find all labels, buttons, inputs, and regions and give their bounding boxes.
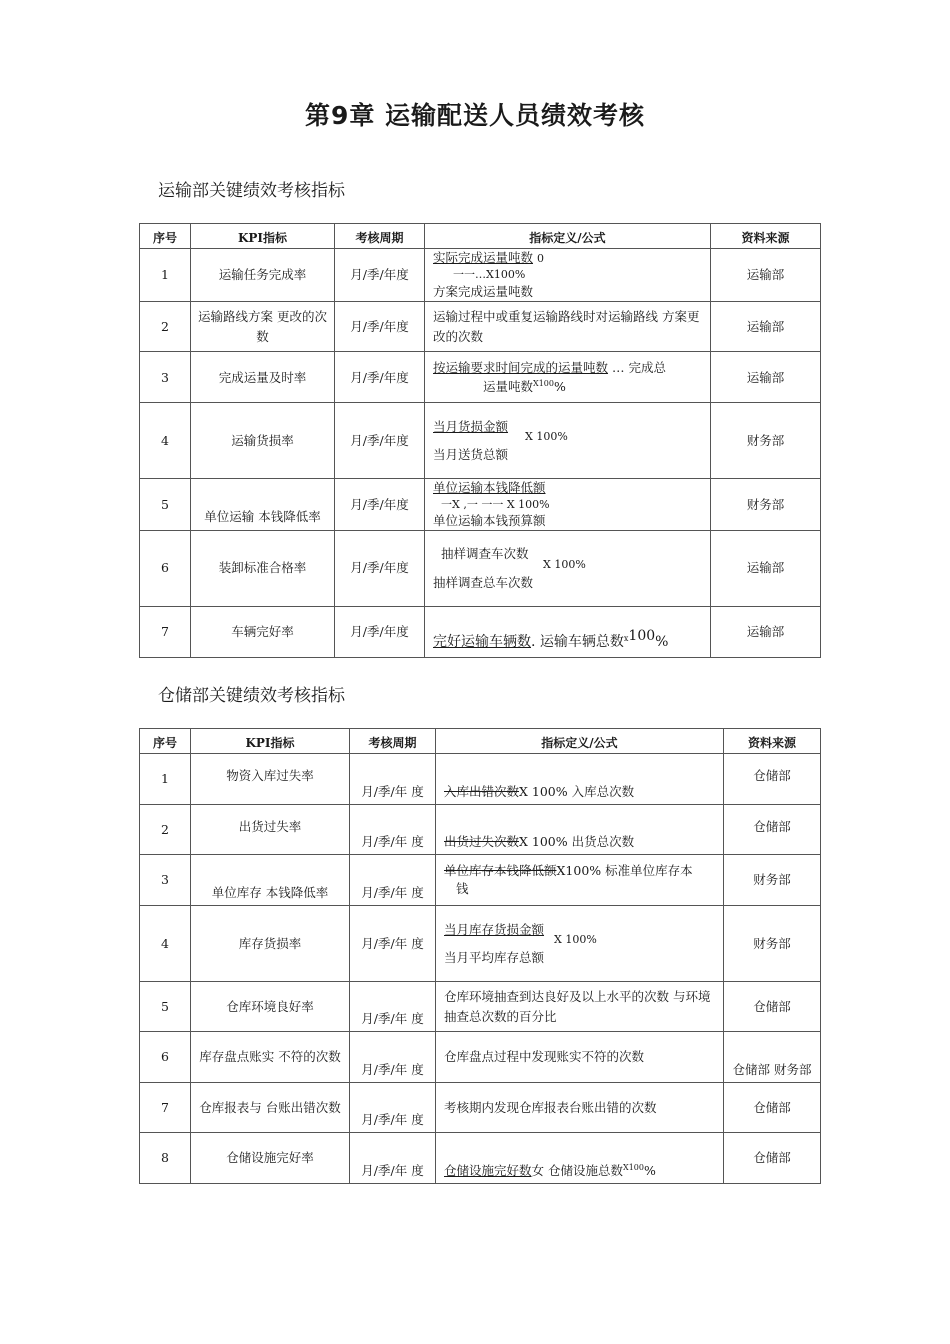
formula-denominator: 当月送货总额 — [433, 447, 509, 463]
formula-denominator: X100% 标准单位库存本 — [556, 862, 693, 878]
formula-numerator: 完好运输车辆数 — [433, 633, 531, 650]
row-cycle: 月/季/年 度 — [350, 906, 436, 982]
header-cycle: 考核周期 — [335, 224, 425, 249]
table-row — [140, 352, 821, 403]
table-row — [140, 1032, 821, 1083]
row-kpi: 仓储设施完好率 — [191, 1133, 350, 1184]
row-cycle: 月/季/年 度 — [350, 1133, 436, 1184]
table-row — [140, 1133, 821, 1184]
row-cycle: 月/季/年 度 — [350, 855, 436, 906]
row-no: 1 — [140, 754, 191, 805]
row-kpi: 仓库环境良好率 — [191, 982, 350, 1032]
formula-operator: 一一…X100% — [453, 268, 526, 282]
formula-fragment: … 完成总 — [608, 359, 666, 375]
header-kpi: KPI指标 — [191, 224, 335, 249]
formula-operator: 一X ,一 一一 X 100% — [441, 497, 550, 511]
row-source: 仓储部 — [724, 805, 821, 855]
formula-denominator: 单位运输本钱预算额 — [433, 513, 546, 529]
row-no: 6 — [140, 530, 191, 606]
row-source: 运输部 — [711, 249, 821, 302]
formula-denominator-end: 钱 — [456, 881, 469, 896]
row-source: 财务部 — [711, 479, 821, 530]
row-definition — [436, 906, 724, 982]
header-no: 序号 — [140, 224, 191, 249]
formula-numerator: 当月库存货损金额 — [444, 921, 545, 937]
row-cycle: 月/季/年度 — [335, 302, 425, 352]
table-row — [140, 982, 821, 1032]
row-definition — [425, 606, 711, 657]
row-no: 5 — [140, 982, 191, 1032]
table-row — [140, 479, 821, 530]
row-source: 仓储部 — [724, 1133, 821, 1184]
table-row — [140, 302, 821, 352]
row-no: 6 — [140, 1032, 191, 1083]
row-no: 4 — [140, 906, 191, 982]
transport-kpi-table — [139, 223, 821, 658]
row-cycle: 月/季/年 度 — [350, 1032, 436, 1083]
row-definition — [425, 352, 711, 403]
table-row — [140, 754, 821, 805]
row-no: 7 — [140, 1083, 191, 1133]
row-kpi: 出货过失率 — [191, 805, 350, 855]
row-no: 5 — [140, 479, 191, 530]
row-cycle: 月/季/年度 — [335, 249, 425, 302]
table-row — [140, 403, 821, 479]
row-definition — [425, 530, 711, 606]
row-definition — [425, 403, 711, 479]
table-row — [140, 906, 821, 982]
row-no: 7 — [140, 606, 191, 657]
row-source: 财务部 — [711, 403, 821, 479]
table-row — [140, 530, 821, 606]
row-definition: 仓库盘点过程中发现账实不符的次数 — [436, 1032, 724, 1083]
row-source: 仓储部 财务部 — [724, 1032, 821, 1083]
row-source: 财务部 — [724, 906, 821, 982]
row-source: 财务部 — [724, 855, 821, 906]
row-kpi: 仓库报表与 台账出错次数 — [191, 1083, 350, 1133]
row-cycle: 月/季/年度 — [335, 403, 425, 479]
storage-kpi-table — [139, 728, 821, 1184]
formula-numerator: 抽样调查车次数 — [441, 546, 529, 562]
row-kpi: 单位运输 本钱降低率 — [191, 479, 335, 530]
row-kpi: 车辆完好率 — [191, 606, 335, 657]
row-no: 1 — [140, 249, 191, 302]
formula-denominator: . 运输车辆总数 — [531, 633, 624, 650]
row-kpi: 运输路线方案 更改的次数 — [191, 302, 335, 352]
formula-numerator: 实际完成运量吨数 — [433, 250, 534, 265]
row-source: 运输部 — [711, 530, 821, 606]
formula-denominator: 当月平均库存总额 — [444, 950, 545, 966]
row-definition — [436, 855, 724, 906]
formula-denominator: X 100% 入库总次数 — [519, 783, 635, 799]
row-source: 仓储部 — [724, 1083, 821, 1133]
row-kpi: 物资入库过失率 — [191, 754, 350, 805]
row-no: 8 — [140, 1133, 191, 1184]
formula-denominator: 女 仓储设施总数 — [531, 1162, 623, 1178]
formula-numerator: 仓储设施完好数 — [444, 1162, 532, 1178]
formula-numerator: 单位库存本钱降低额 — [444, 862, 557, 878]
formula-operator: X100 — [623, 1162, 644, 1172]
row-no: 2 — [140, 302, 191, 352]
row-source: 运输部 — [711, 352, 821, 403]
formula-numerator: 按运输要求时间完成的运量吨数 — [433, 359, 609, 375]
row-definition — [436, 805, 724, 855]
header-definition: 指标定义/公式 — [425, 224, 711, 249]
storage-section-heading: 仓储部关键绩效考核指标 — [158, 686, 345, 706]
row-kpi: 库存盘点账实 不符的次数 — [191, 1032, 350, 1083]
row-definition — [436, 1133, 724, 1184]
formula-fragment: 0 — [537, 252, 544, 265]
formula-hundred: 100 — [628, 627, 656, 644]
row-cycle: 月/季/年 度 — [350, 1083, 436, 1133]
table-row — [140, 805, 821, 855]
formula-operator: X100 — [533, 379, 554, 389]
formula-denominator: X 100% 出货总次数 — [519, 833, 635, 849]
table-header-row — [140, 224, 821, 249]
transport-section-heading: 运输部关键绩效考核指标 — [158, 181, 345, 201]
header-definition: 指标定义/公式 — [436, 729, 724, 754]
row-definition: 仓库环境抽查到达良好及以上水平的次数 与环境抽查总次数的百分比 — [436, 982, 724, 1032]
row-cycle: 月/季/年度 — [335, 479, 425, 530]
row-no: 4 — [140, 403, 191, 479]
row-source: 运输部 — [711, 606, 821, 657]
row-definition: 运输过程中或重复运输路线时对运输路线 方案更改的次数 — [425, 302, 711, 352]
row-source: 仓储部 — [724, 754, 821, 805]
row-no: 3 — [140, 352, 191, 403]
header-no: 序号 — [140, 729, 191, 754]
row-source: 运输部 — [711, 302, 821, 352]
row-kpi: 运输货损率 — [191, 403, 335, 479]
row-definition — [436, 754, 724, 805]
row-definition — [425, 249, 711, 302]
page-title: 第9章 运输配送人员绩效考核 — [304, 101, 646, 130]
formula-denominator: 运量吨数 — [483, 379, 534, 395]
row-definition — [425, 479, 711, 530]
row-no: 2 — [140, 805, 191, 855]
row-definition: 考核期内发现仓库报表台账出错的次数 — [436, 1083, 724, 1133]
header-kpi: KPI指标 — [191, 729, 350, 754]
formula-percent: % — [643, 1162, 656, 1178]
row-kpi: 完成运量及时率 — [191, 352, 335, 403]
row-kpi: 单位库存 本钱降低率 — [191, 855, 350, 906]
formula-operator: X 100% — [554, 932, 597, 946]
formula-percent: % — [553, 379, 566, 395]
row-cycle: 月/季/年度 — [335, 606, 425, 657]
row-cycle: 月/季/年度 — [335, 352, 425, 403]
row-cycle: 月/季/年 度 — [350, 982, 436, 1032]
header-source: 资料来源 — [724, 729, 821, 754]
formula-denominator: 抽样调查总车次数 — [433, 574, 534, 590]
row-kpi: 库存货损率 — [191, 906, 350, 982]
row-cycle: 月/季/年度 — [335, 530, 425, 606]
formula-denominator: 方案完成运量吨数 — [433, 284, 534, 300]
formula-operator: x — [623, 633, 629, 643]
row-kpi: 运输任务完成率 — [191, 249, 335, 302]
table-row — [140, 249, 821, 302]
formula-operator: X 100% — [525, 430, 568, 444]
formula-operator: X 100% — [543, 557, 586, 571]
formula-numerator: 出货过失次数 — [444, 833, 520, 849]
table-row — [140, 1083, 821, 1133]
row-kpi: 装卸标准合格率 — [191, 530, 335, 606]
row-no: 3 — [140, 855, 191, 906]
row-cycle: 月/季/年 度 — [350, 754, 436, 805]
table-row — [140, 855, 821, 906]
header-cycle: 考核周期 — [350, 729, 436, 754]
header-source: 资料来源 — [711, 224, 821, 249]
formula-percent: % — [655, 633, 669, 650]
table-header-row — [140, 729, 821, 754]
formula-numerator: 入库出错次数 — [444, 783, 520, 799]
table-row — [140, 606, 821, 657]
row-source: 仓储部 — [724, 982, 821, 1032]
formula-numerator: 当月货损金额 — [433, 418, 509, 434]
formula-numerator: 单位运输本钱降低额 — [433, 480, 546, 496]
row-cycle: 月/季/年 度 — [350, 805, 436, 855]
